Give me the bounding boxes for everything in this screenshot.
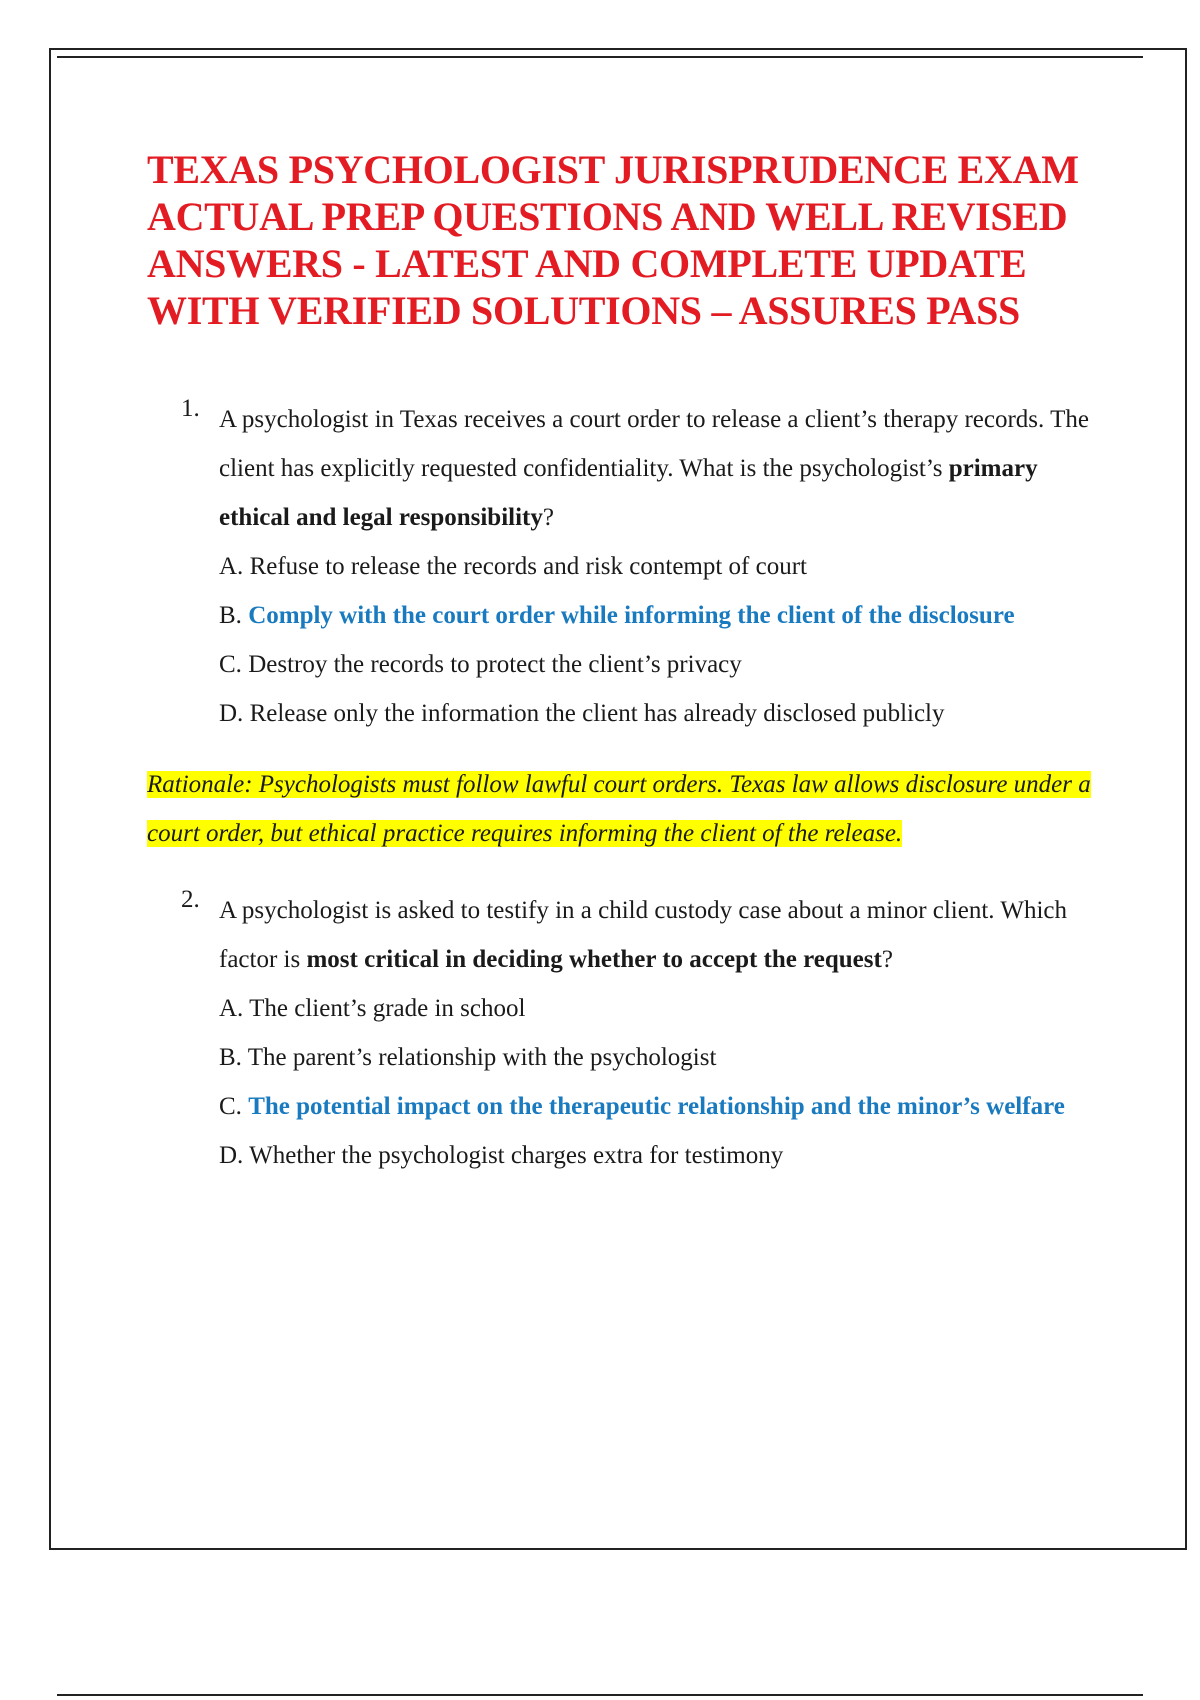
- option-letter: B.: [219, 602, 242, 629]
- option-letter: C.: [219, 1093, 242, 1120]
- question-stem: [219, 886, 1107, 984]
- option-text: Release only the information the client has already disclosed publicly: [249, 700, 945, 727]
- question-stem-end: ?: [542, 504, 554, 531]
- rationale-highlight: Rationale: Psychologists must follow lawful court orders. Texas law allows disclosure under a court order, but ethical practice requires informing the client of the release.: [147, 771, 1091, 847]
- option-d: [219, 1131, 1107, 1180]
- question-stem-text: A psychologist in Texas receives a court order to release a client’s therapy records. The client has explicitly requested confidentiality. What is the psychologist’s: [219, 406, 1089, 482]
- option-text: Refuse to release the records and risk contempt of court: [249, 553, 807, 580]
- option-letter: C.: [219, 651, 242, 678]
- question-stem-emphasis: most critical in deciding whether to accept the request: [306, 946, 882, 973]
- correct-answer-text: Comply with the court order while informing the client of the disclosure: [248, 602, 1015, 629]
- question-stem: [219, 395, 1107, 542]
- option-c: [219, 640, 1107, 689]
- top-rule: [57, 56, 1143, 58]
- option-text: Destroy the records to protect the client’s privacy: [248, 651, 742, 678]
- question-2: [147, 886, 1107, 1180]
- question-number: 1.: [181, 395, 200, 422]
- question-stem-text: A psychologist is asked to testify in a child custody case about a minor client. Which factor is: [219, 897, 1067, 973]
- bottom-rule: [57, 1694, 1143, 1696]
- correct-answer-text: The potential impact on the therapeutic relationship and the minor’s welfare: [248, 1093, 1065, 1120]
- question-1: [147, 395, 1107, 738]
- option-text: The client’s grade in school: [249, 995, 526, 1022]
- option-letter: D.: [219, 1142, 244, 1169]
- rationale: [147, 760, 1107, 858]
- option-b: [219, 1033, 1107, 1082]
- option-text: The parent’s relationship with the psychologist: [247, 1044, 717, 1071]
- option-b: [219, 591, 1107, 640]
- option-c: [219, 1082, 1107, 1131]
- option-a: [219, 542, 1107, 591]
- question-stem-emphasis: primary ethical and legal responsibility: [219, 455, 1038, 531]
- question-number: 2.: [181, 886, 200, 913]
- option-letter: A.: [219, 995, 244, 1022]
- option-letter: D.: [219, 700, 244, 727]
- option-a: [219, 984, 1107, 1033]
- option-d: [219, 689, 1107, 738]
- option-letter: B.: [219, 1044, 242, 1071]
- question-stem-end: ?: [881, 946, 893, 973]
- option-letter: A.: [219, 553, 244, 580]
- document-title: TEXAS PSYCHOLOGIST JURISPRUDENCE EXAM ACTUAL PREP QUESTIONS AND WELL REVISED ANSWERS - LATEST AND COMPLETE UPDATE WITH VERIFIED SOLUTIONS – ASSURES PASS: [147, 147, 1079, 333]
- questions-section: [147, 395, 1107, 1180]
- option-text: Whether the psychologist charges extra for testimony: [249, 1142, 784, 1169]
